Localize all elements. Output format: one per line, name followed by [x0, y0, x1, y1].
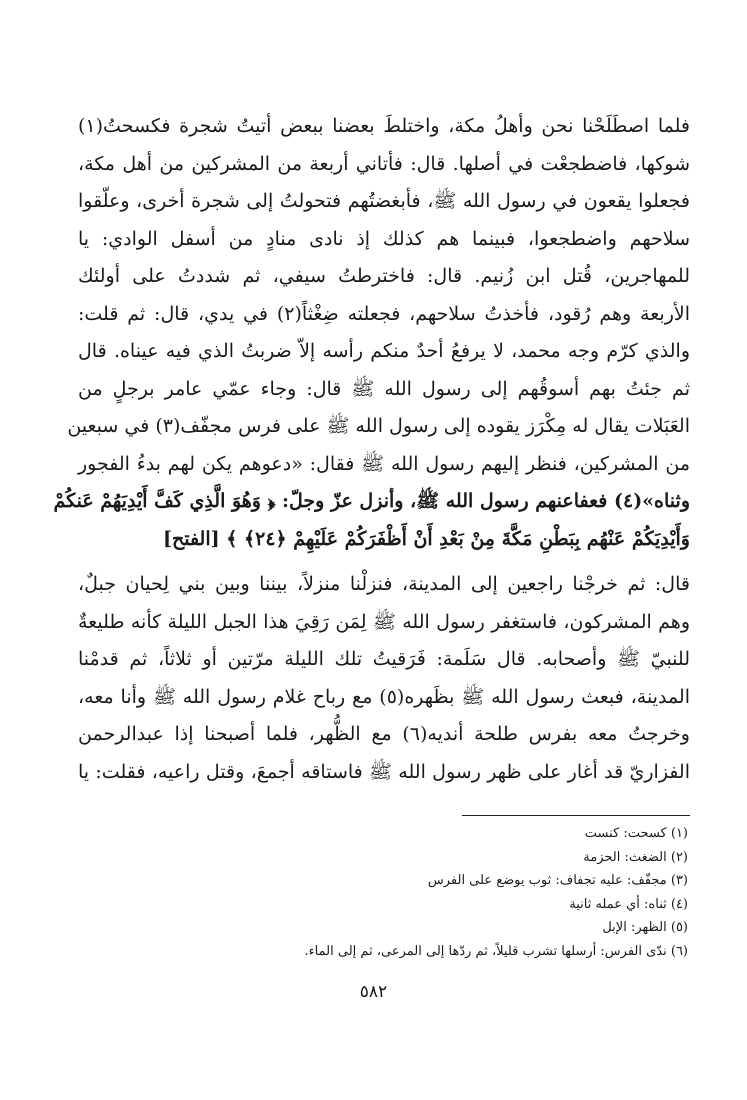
- page-number: ٥٨٢: [359, 982, 388, 1002]
- quran-verse-line: وَأَيْدِيَكُمْ عَنْهُم بِبَطْنِ مَكَّةَ مِنْ بَعْدِ أَنْ أَظْفَرَكُمْ عَلَيْهِمْ ﴿٢٤﴾ ﴾ [الفتح]: [162, 527, 690, 550]
- quran-verse-line: وثناه»(٤) فعفاعنهم رسول الله ﷺ، وأنزل عزّ وجلّ: ﴿ وَهُوَ الَّذِي كَفَّ أَيْدِيَهُمْ عَنكُمْ: [53, 490, 690, 512]
- paragraph-2: [78, 566, 690, 791]
- text-line: ثم جئتُ بهم أسوقُهم إلى رسول الله ﷺ قال: وجاء عمّي عامر برجلٍ من: [78, 377, 690, 400]
- text-line: من المشركين، فنظر إليهم رسول الله ﷺ فقال: «دعوهم يكن لهم بدءُ الفجور: [78, 452, 690, 475]
- text-line: وهم المشركون، فاستغفر رسول الله ﷺ لِمَن رَقِيَ هذا الجبل الليلة كأنه طليعةٌ: [78, 610, 690, 633]
- footnote: (٤) ثناه: أي عمله ثانية: [569, 896, 688, 912]
- footnote-divider: [462, 815, 690, 816]
- footnote: (٢) الضغث: الحزمة: [583, 849, 688, 865]
- page-content: [53, 108, 690, 791]
- text-line: المدينة، فبعث رسول الله ﷺ بظَهره(٥) مع رباح غلام رسول الله ﷺ وأنا معه،: [78, 685, 690, 708]
- text-line: قال: ثم خرجْنا راجعين إلى المدينة، فنزلْنا منزلاً، بيننا وبين بني لِحيان جبلٌ،: [78, 573, 690, 595]
- footnotes: [200, 822, 688, 963]
- paragraph-1: [53, 108, 690, 558]
- text-line: والذي كرّم وجه محمد، لا يرفعُ أحدٌ منكم رأسه إلاّ ضربتُ الذي فيه عيناه. قال: [78, 340, 690, 362]
- text-line: العَبَلات يقال له مِكْرَز يقوده إلى رسول الله ﷺ على فرس مجفّف(٣) في سبعين: [67, 415, 690, 437]
- text-line: شوكها، فاضطجعْت في أصلها. قال: فأتاني أربعة من المشركين من أهل مكة،: [78, 152, 690, 175]
- paragraph-gap: [78, 558, 690, 566]
- text-line: سلاحهم واضطجعوا، فبينما هم كذلك إذ نادى منادٍ من أسفل الوادي: يا: [78, 227, 690, 250]
- text-line: وخرجتُ معه بفرس طلحة أنديه(٦) مع الظُّهر، فلما أصبحنا إذا عبدالرحمن: [78, 723, 690, 745]
- footnote: (٣) مجفّف: عليه تجفاف: ثوب يوضع على الفرس: [427, 873, 688, 888]
- text-line: للمهاجرين، قُتل ابن زُنيم. قال: فاخترطتُ سيفي، ثم شددتُ على أولئك: [78, 265, 690, 287]
- text-line: الأربعة وهم رُقود، فأخذتُ سلاحهم، فجعلته ضِغْثاً(٢) في يدي، قال: ثم قلت:: [78, 302, 690, 325]
- footnote: (١) كسحت: كنست: [584, 826, 688, 841]
- main-text: [53, 108, 690, 791]
- text-line: فجعلوا يقعون في رسول الله ﷺ، فأبغضتُهم فتحولتُ إلى شجرة أخرى، وعلّقوا: [78, 190, 690, 212]
- footnote: (٥) الظهر: الإبل: [602, 920, 688, 935]
- text-line: للنبيّ ﷺ وأصحابه. قال سَلَمة: فَرَقيتُ تلك الليلة مرّتين أو ثلاثاً، ثم قدمْنا: [78, 648, 690, 670]
- footnote: (٦) ندّى الفرس: أرسلها تشرب قليلاً، ثم ردّها إلى المرعى، ثم إلى الماء.: [304, 943, 688, 959]
- text-line: الفزاريّ قد أغار على ظهر رسول الله ﷺ فاستاقه أجمعَ، وقتل راعيه، فقلت: يا: [78, 760, 690, 783]
- text-line: فلما اصطَلَحْنا نحن وأهلُ مكة، واختلطَ بعضنا ببعض أتيتُ شجرة فكسحتُ(١): [78, 115, 690, 137]
